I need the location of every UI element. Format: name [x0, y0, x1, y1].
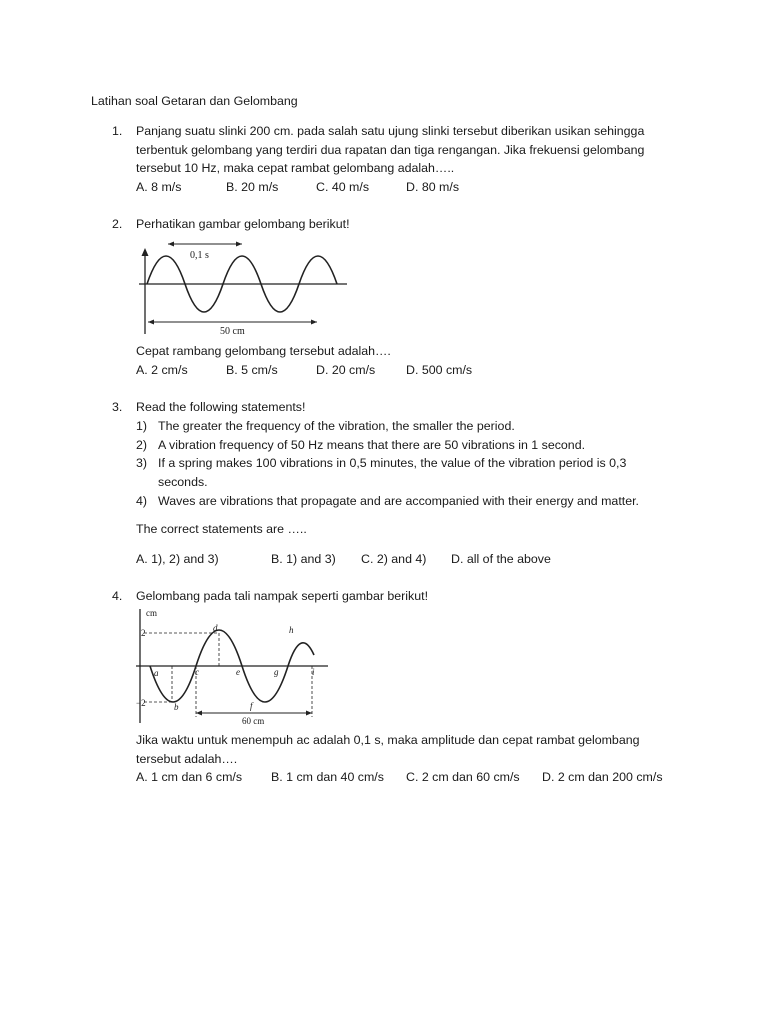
- q1-option-a: A. 8 m/s: [136, 180, 182, 194]
- q4-point-label: e: [236, 667, 240, 677]
- q3-statement-text: The greater the frequency of the vibration, the smaller the period.: [158, 419, 515, 433]
- q1-text-line: Panjang suatu slinki 200 cm. pada salah satu ujung slinki tersebut diberikan usikan sehingga: [136, 124, 645, 138]
- q1-text-line: terbentuk gelombang yang terdiri dua rapatan dan tiga rengangan. Jika frekuensi gelombang: [136, 143, 645, 157]
- worksheet-title: Latihan soal Getaran dan Gelombang: [91, 94, 298, 108]
- q1-text-line: tersebut 10 Hz, maka cepat rambat gelombang adalah…..: [136, 161, 455, 175]
- q4-text-line: Gelombang pada tali nampak seperti gambar berikut!: [136, 589, 429, 603]
- q2-length-label: 50 cm: [220, 326, 245, 337]
- q3-option-c: C. 2) and 4): [361, 552, 427, 566]
- q4-point-label: c: [195, 667, 199, 677]
- q3-statement-text: seconds.: [158, 475, 208, 489]
- q2-wave-figure: [136, 238, 356, 338]
- q4-point-label: b: [174, 702, 179, 712]
- q2-text-line: Perhatikan gambar gelombang berikut!: [136, 217, 350, 231]
- q4-y-top-label: 2: [141, 628, 146, 638]
- q4-question-line: Jika waktu untuk menempuh ac adalah 0,1 s, maka amplitude dan cepat rambat gelombang: [136, 733, 640, 747]
- q3-statement-number: 1): [136, 419, 148, 433]
- q3-statement-number: 4): [136, 494, 148, 508]
- q4-y-bottom-label: −2: [136, 698, 146, 708]
- q1-option-b: B. 20 m/s: [226, 180, 279, 194]
- q2-number: 2.: [112, 217, 123, 231]
- q4-wave-figure: [132, 605, 332, 727]
- q4-point-label: i: [312, 667, 315, 677]
- q4-option-b: B. 1 cm dan 40 cm/s: [271, 770, 384, 784]
- q3-option-d: D. all of the above: [451, 552, 551, 566]
- q3-option-a: A. 1), 2) and 3): [136, 552, 219, 566]
- q4-point-label: a: [154, 668, 159, 678]
- q3-question-line: The correct statements are …..: [136, 522, 307, 536]
- q3-text-line: Read the following statements!: [136, 400, 306, 414]
- q4-option-a: A. 1 cm dan 6 cm/s: [136, 770, 243, 784]
- q4-point-label: g: [274, 667, 279, 677]
- q4-length-label: 60 cm: [242, 716, 265, 726]
- q4-point-label: f: [250, 701, 253, 711]
- q3-statement-number: 2): [136, 438, 148, 452]
- q3-statement-text: Waves are vibrations that propagate and are accompanied with their energy and matter.: [158, 494, 639, 508]
- q4-number: 4.: [112, 589, 123, 603]
- q2-option-a: A. 2 cm/s: [136, 363, 188, 377]
- q2-option-c: D. 20 cm/s: [316, 363, 376, 377]
- q1-number: 1.: [112, 124, 123, 138]
- q1-option-c: C. 40 m/s: [316, 180, 370, 194]
- q2-option-b: B. 5 cm/s: [226, 363, 278, 377]
- q3-statement-text: If a spring makes 100 vibrations in 0,5 minutes, the value of the vibration period is 0,3: [158, 456, 627, 470]
- q2-time-label: 0,1 s: [190, 250, 209, 261]
- q4-question-line: tersebut adalah….: [136, 752, 238, 766]
- q3-statement-number: 3): [136, 456, 148, 470]
- q4-option-c: C. 2 cm dan 60 cm/s: [406, 770, 520, 784]
- q2-question-line: Cepat rambang gelombang tersebut adalah….: [136, 344, 391, 358]
- q4-unit-label: cm: [146, 608, 157, 618]
- q3-number: 3.: [112, 400, 123, 414]
- q4-option-d: D. 2 cm dan 200 cm/s: [542, 770, 663, 784]
- q3-statement-text: A vibration frequency of 50 Hz means that there are 50 vibrations in 1 second.: [158, 438, 586, 452]
- q3-option-b: B. 1) and 3): [271, 552, 336, 566]
- q4-point-label: d: [213, 623, 218, 633]
- q1-option-d: D. 80 m/s: [406, 180, 460, 194]
- q4-point-label: h: [289, 625, 294, 635]
- q2-option-d: D. 500 cm/s: [406, 363, 473, 377]
